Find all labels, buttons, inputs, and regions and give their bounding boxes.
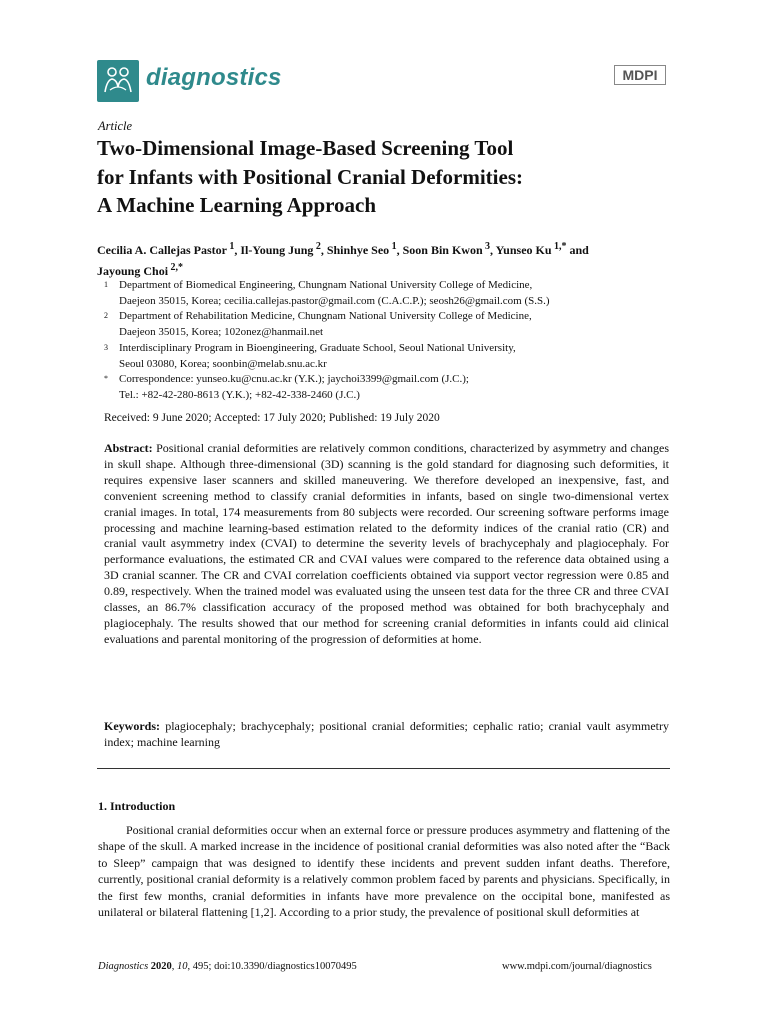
affiliation-line: Daejeon 35015, Korea; 102onez@hanmail.net: [119, 326, 324, 339]
keywords: [104, 718, 669, 750]
keywords-label: Keywords:: [104, 719, 160, 733]
author-list: Cecilia A. Callejas Pastor $^1$, Il-Young Jung $^2$, Shinhye Seo $^1$, Soon Bin Kwon $^3$, Yunseo Ku $^{1,*}$ and Jayoung Choi $^{2,*}$: [97, 241, 589, 278]
author-affil-sup: 1,*: [553, 241, 567, 252]
author-conjunction: and: [569, 243, 589, 257]
affiliation-line: Department of Biomedical Engineering, Chungnam National University College of Medicine,: [119, 279, 533, 291]
citation-footer: Diagnostics 2020, 10, 495; doi:10.3390/diagnostics10070495: [98, 961, 357, 972]
section-divider: [97, 768, 670, 769]
footer-doi: , 495; doi:10.3390/diagnostics10070495: [187, 961, 357, 972]
abstract: [104, 441, 669, 648]
affiliation-line: Daejeon 35015, Korea; cecilia.callejas.pastor@gmail.com (C.A.C.P.); seosh26@gmail.com (S.S.): [119, 294, 550, 307]
title-line: A Machine Learning Approach: [97, 193, 377, 217]
affiliation-marker: *: [104, 374, 108, 384]
affiliation-marker: 2: [104, 311, 108, 321]
author-affil-sup: 2,*: [170, 262, 183, 273]
author-affil-sup: 1: [391, 241, 397, 252]
affiliation-line: Correspondence: yunseo.ku@cnu.ac.kr (Y.K.); jaychoi3399@gmail.com (J.C.);: [119, 373, 469, 386]
author-affil-sup: 2: [315, 241, 321, 252]
section-heading: 1. Introduction: [98, 799, 176, 813]
affiliation-item: [97, 309, 677, 340]
journal-name: diagnostics: [146, 64, 282, 91]
footer-journal: Diagnostics: [98, 961, 149, 972]
abstract-label: Abstract:: [104, 441, 153, 455]
publisher-logo: [614, 62, 670, 96]
keywords-text: plagiocephaly; brachycephaly; positional cranial deformities; cephalic ratio; cranial vault asymmetry index; machine learning: [104, 719, 669, 749]
author-name: Yunseo Ku: [495, 243, 552, 257]
affiliation-line: Tel.: +82-42-280-8613 (Y.K.); +82-42-338-2460 (J.C.): [119, 388, 360, 401]
journal-logo-icon: [97, 60, 139, 102]
footer-year: 2020: [150, 961, 172, 972]
journal-url-link[interactable]: www.mdpi.com/journal/diagnostics: [502, 961, 652, 972]
title-line: Two-Dimensional Image-Based Screening Tool: [97, 136, 514, 160]
author-name: Il-Young Jung: [240, 243, 314, 257]
affiliation-marker: 1: [104, 280, 108, 289]
author-name: Cecilia A. Callejas Pastor: [97, 243, 227, 257]
affiliation-item: [97, 278, 677, 309]
affiliation-line: Department of Rehabilitation Medicine, Chungnam National University College of Medicine,: [119, 310, 532, 323]
article-title: [97, 134, 657, 220]
affiliation-line: Seoul 03080, Korea; soonbin@melab.snu.ac.kr: [119, 357, 327, 370]
author-affil-sup: 1: [229, 241, 235, 252]
article-type: Article: [98, 119, 133, 133]
affiliation-line: Interdisciplinary Program in Bioengineering, Graduate School, Seoul National University,: [119, 341, 516, 354]
abstract-text: Positional cranial deformities are relatively common conditions, characterized by asymmetry and changes in skull shape. Although three-dimensional (3D) scanning is the gold standard for diagnosing such deformities, it requires expensive laser scanners and skilled maneuvering. We therefore developed an inexpensive, fast, and convenient screening method to classify cranial deformities in infants, based on single two-dimensional vertex cranial images. In total, 174 measurements from 80 subjects were recorded. Our screening software performs image processing and machine learning-based estimation related to the deformity indices of the cranial ratio (CR) and cranial vault asymmetry index (CVAI) to determine the severity levels of brachycephaly and plagiocephaly. For performance evaluations, the estimated CR and CVAI values were compared to the reference data obtained using a 3D cranial scanner. The CR and CVAI correlation coefficients obtained via support vector regression were 0.85 and 0.89, respectively. When the trained model was evaluated using the unseen test data for the three CR and three CVAI classes, an 86.7% classification accuracy of the proposed method was obtained for both brachycephaly and plagiocephaly. The results showed that our method for screening cranial deformities in infants could aid clinical evaluations and parental monitoring of the progression of deformities at home.: [104, 441, 669, 646]
correspondence-item: [97, 372, 677, 403]
author-name: Soon Bin Kwon: [402, 243, 483, 257]
title-line: for Infants with Positional Cranial Deformities:: [97, 164, 523, 189]
affiliation-list: [97, 278, 677, 404]
section-body: Positional cranial deformities occur when an external force or pressure produces asymmetry and flattening of the shape of the skull. A marked increase in the incidence of positional cranial deformities was also noted after the “Back to Sleep” campaign that was designed to identify these incidents and prevent sudden infant deaths. Therefore, currently, positional cranial deformity is a relatively common problem faced by parents and physicians. Specifically, in the first few months, cranial deformities in infants have more prevalence on the occipital bone, manifested as unilateral or bilateral flattening [1,2]. According to a prior study, the prevalence of positional skull deformities at: [98, 823, 670, 920]
author-affil-sup: 3: [485, 241, 491, 252]
author-name: Jayoung Choi: [97, 264, 169, 278]
publisher-logo-text: MDPI: [614, 65, 666, 85]
author-name: Shinhye Seo: [326, 243, 390, 257]
publication-dates: Received: 9 June 2020; Accepted: 17 July 2020; Published: 19 July 2020: [104, 412, 440, 424]
affiliation-marker: 3: [104, 342, 108, 352]
footer-volume: 10: [177, 961, 188, 972]
affiliation-item: [97, 341, 677, 372]
